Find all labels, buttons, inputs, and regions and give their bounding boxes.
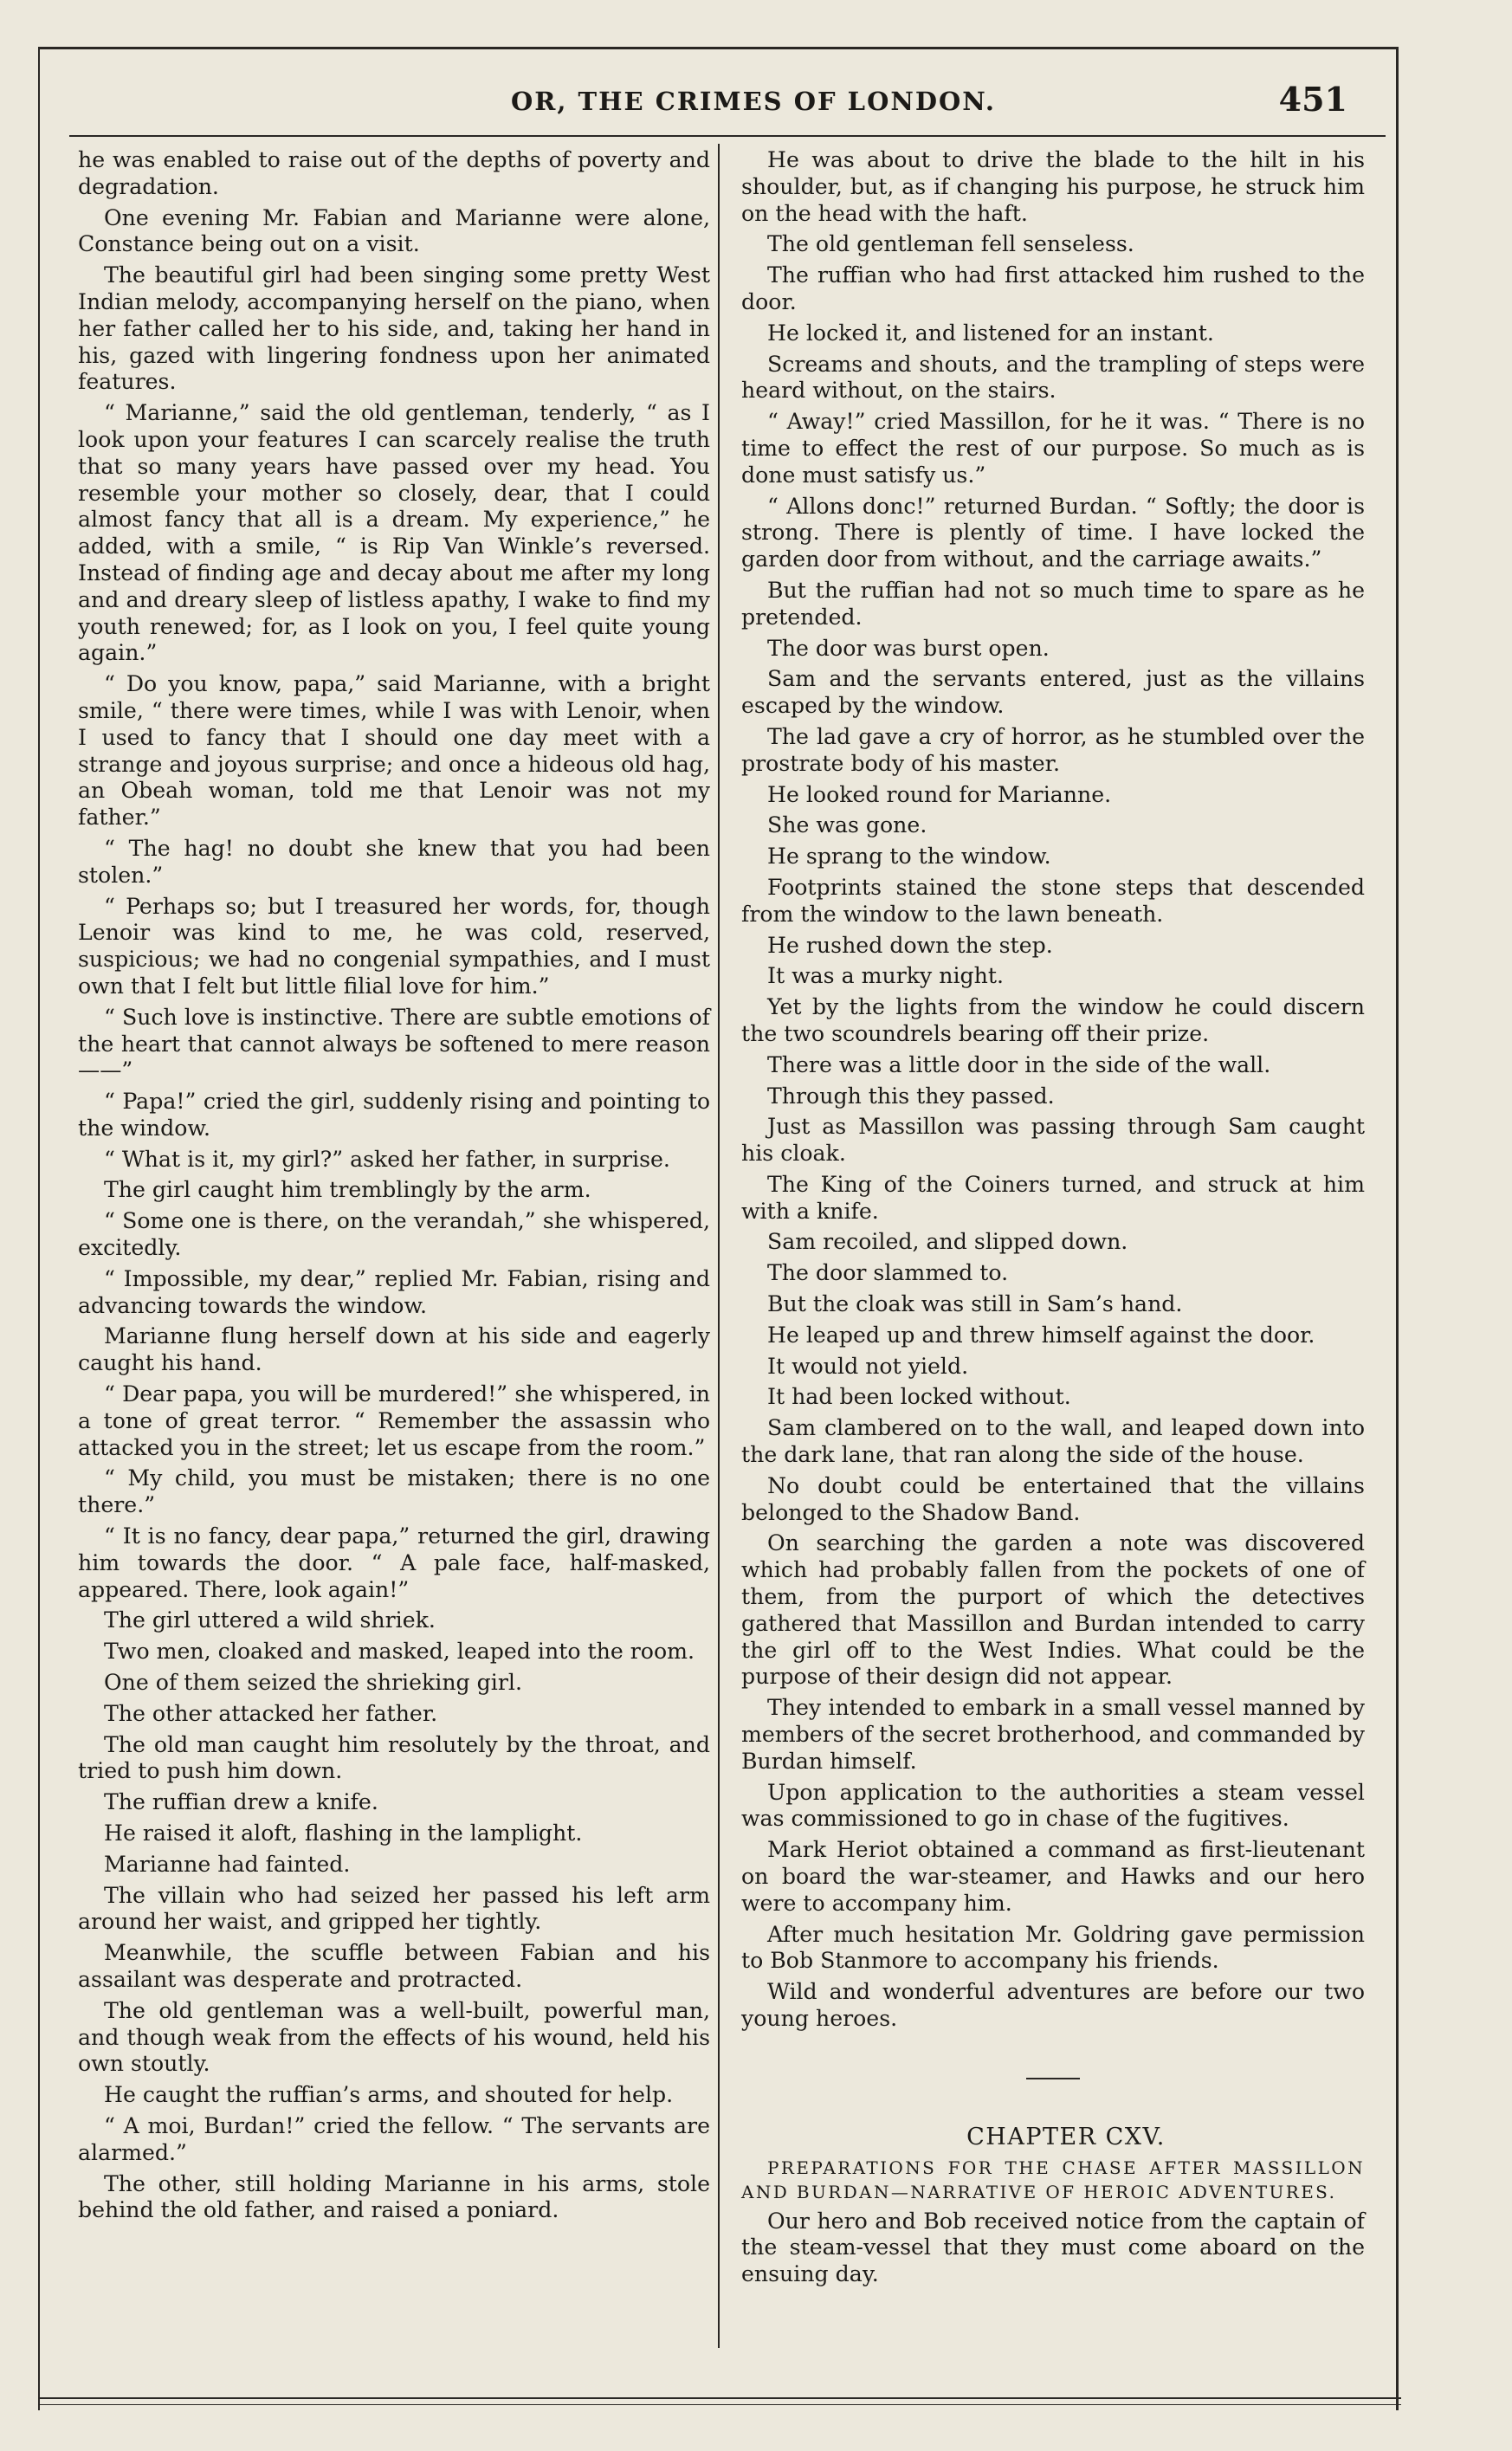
paragraph: “ My child, you must be mistaken; there is no one there.” <box>78 1465 710 1518</box>
paragraph: “ The hag! no doubt she knew that you had been stolen.” <box>78 835 710 888</box>
paragraph: The other, still holding Marianne in his arms, stole behind the old father, and raised a poniard. <box>78 2170 710 2223</box>
paragraph: Through this they passed. <box>767 1083 1055 1109</box>
header-rule <box>69 135 1386 137</box>
chapter-title: CHAPTER CXV. <box>966 2123 1166 2150</box>
paragraph: He raised it aloft, flashing in the lamplight. <box>104 1820 583 1846</box>
paragraph: There was a little door in the side of the wall. <box>767 1051 1271 1077</box>
paragraph: He leaped up and threw himself against the door. <box>767 1322 1315 1348</box>
page-header <box>69 71 1368 128</box>
paragraph: One evening Mr. Fabian and Marianne were alone, Constance being out on a visit. <box>78 204 710 257</box>
paragraph: He locked it, and listened for an instant. <box>767 320 1214 346</box>
chapter-summary: PREPARATIONS FOR THE CHASE AFTER MASSILLON AND BURDAN—NARRATIVE OF HEROIC ADVENTURES. <box>741 2157 1365 2202</box>
paragraph: Just as Massillon was passing through Sam caught his cloak. <box>741 1114 1365 1167</box>
column-divider <box>718 144 720 2348</box>
paragraph: On searching the garden a note was discovered which had probably fallen from the pockets of one of them, from the purport of which the detectives gathered that Massillon and Burdan intended to carry the girl off to the West Indies. What could be the purpose of their design did not appear. <box>741 1530 1365 1690</box>
paragraph: “ Papa!” cried the girl, suddenly rising and pointing to the window. <box>78 1089 710 1141</box>
paragraph: The lad gave a cry of horror, as he stumbled over the prostrate body of his master. <box>741 723 1365 776</box>
paragraph: The ruffian who had first attacked him rushed to the door. <box>741 262 1365 314</box>
paragraph: The beautiful girl had been singing some pretty West Indian melody, accompanying herself on the piano, when her father called her to his side, and, taking her hand in his, gazed with lingering fondness upon her animated features. <box>78 262 710 395</box>
paragraph: After much hesitation Mr. Goldring gave permission to Bob Stanmore to accompany his friends. <box>741 1921 1365 1974</box>
paragraph: Sam clambered on to the wall, and leaped down into the dark lane, that ran along the side of the house. <box>741 1415 1365 1468</box>
paragraph: One of them seized the shrieking girl. <box>104 1670 522 1696</box>
left-column <box>78 147 710 2228</box>
paragraph: But the ruffian had not so much time to spare as he pretended. <box>741 577 1365 630</box>
chapter-opening-paragraph: Our hero and Bob received notice from the captain of the steam-vessel that they must come aboard on the ensuing day. <box>741 2208 1365 2287</box>
paragraph: “ Do you know, papa,” said Marianne, with a bright smile, “ there were times, while I was with Lenoir, when I used to fancy that I should one day meet with a strange and joyous surprise; and once a hideous old hag, an Obeah woman, told me that Lenoir was not my father.” <box>78 671 710 831</box>
chapter-separator-rule <box>1026 2078 1080 2079</box>
paragraph: Marianne had fainted. <box>104 1851 351 1877</box>
bottom-rule <box>38 2397 1401 2399</box>
paragraph: he was enabled to raise out of the depths of poverty and degradation. <box>78 147 710 199</box>
paragraph: He was about to drive the blade to the hilt in his shoulder, but, as if changing his purpose, he struck him on the head with the haft. <box>741 147 1365 226</box>
paragraph: Sam recoiled, and slipped down. <box>767 1229 1128 1255</box>
paragraph: The old gentleman fell senseless. <box>767 231 1134 257</box>
paragraph: The old man caught him resolutely by the throat, and tried to push him down. <box>78 1731 710 1784</box>
paragraph: “ Such love is instinctive. There are subtle emotions of the heart that cannot always be softened to mere reason——” <box>78 1004 710 1083</box>
paragraph: Meanwhile, the scuffle between Fabian and his assailant was desperate and protracted. <box>78 1940 710 1992</box>
paragraph: “ Away!” cried Massillon, for he it was. “ There is no time to effect the rest of our purpose. So much as is done must satisfy us.” <box>741 409 1365 488</box>
paragraph: “ Some one is there, on the verandah,” she whispered, excitedly. <box>78 1208 710 1261</box>
paragraph: She was gone. <box>767 812 927 838</box>
right-column <box>741 147 1365 2293</box>
paragraph: The other attacked her father. <box>104 1700 438 1726</box>
paragraph: Yet by the lights from the window he could discern the two scoundrels bearing off their prize. <box>741 994 1365 1046</box>
paragraph: The door slammed to. <box>767 1260 1009 1286</box>
paragraph: The door was burst open. <box>767 635 1050 661</box>
paragraph: The old gentleman was a well-built, powerful man, and though weak from the effects of his wound, held his own stoutly. <box>78 1997 710 2077</box>
paragraph: He rushed down the step. <box>767 932 1053 958</box>
paragraph: “ Dear papa, you will be murdered!” she whispered, in a tone of great terror. “ Remember the assassin who attacked you in the street; let us escape from the room.” <box>78 1381 710 1460</box>
paragraph: Upon application to the authorities a steam vessel was commissioned to go in chase of the fugitives. <box>741 1779 1365 1832</box>
page-number: 451 <box>1278 80 1347 119</box>
paragraph: He looked round for Marianne. <box>767 781 1112 807</box>
paragraph: “ Perhaps so; but I treasured her words, for, though Lenoir was kind to me, he was cold, reserved, suspicious; we had no congenial sympathies, and I must own that I felt but little filial love for him.” <box>78 893 710 999</box>
paragraph: Wild and wonderful adventures are before our two young heroes. <box>741 1979 1365 2031</box>
paragraph: The ruffian drew a knife. <box>104 1789 378 1815</box>
paragraph: “ Marianne,” said the old gentleman, tenderly, “ as I look upon your features I can scarcely realise the truth that so many years have passed over my head. You resemble your mother so closely, dear, that I could almost fancy that all is a dream. My experience,” he added, with a smile, “ is Rip Van Winkle’s reversed. Instead of finding age and decay about me after my long and and dreary sleep of listless apathy, I wake to find my youth renewed; for, as I look on you, I feel quite young again.” <box>78 400 710 666</box>
paragraph: Footprints stained the stone steps that descended from the window to the lawn beneath. <box>741 874 1365 927</box>
paragraph: The villain who had seized her passed his left arm around her waist, and gripped her tightly. <box>78 1882 710 1935</box>
paragraph: He caught the ruffian’s arms, and shouted for help. <box>104 2082 674 2108</box>
paragraph: The King of the Coiners turned, and struck at him with a knife. <box>741 1171 1365 1224</box>
paragraph: It had been locked without. <box>767 1384 1071 1410</box>
paragraph: “ A moi, Burdan!” cried the fellow. “ The servants are alarmed.” <box>78 2112 710 2165</box>
paragraph: The girl caught him tremblingly by the arm. <box>104 1177 591 1203</box>
paragraph: Screams and shouts, and the trampling of steps were heard without, on the stairs. <box>741 351 1365 404</box>
paragraph: No doubt could be entertained that the villains belonged to the Shadow Band. <box>741 1472 1365 1525</box>
paragraph: Two men, cloaked and masked, leaped into the room. <box>104 1639 695 1665</box>
bottom-rule-thin <box>38 2404 1401 2405</box>
paragraph: He sprang to the window. <box>767 844 1051 870</box>
paragraph: But the cloak was still in Sam’s hand. <box>767 1291 1183 1317</box>
paragraph: Sam and the servants entered, just as the villains escaped by the window. <box>741 666 1365 719</box>
paragraph: Marianne flung herself down at his side and eagerly caught his hand. <box>78 1323 710 1376</box>
paragraph: They intended to embark in a small vessel manned by members of the secret brotherhood, and commanded by Burdan himself. <box>741 1695 1365 1774</box>
paragraph: “ It is no fancy, dear papa,” returned the girl, drawing him towards the door. “ A pale face, half-masked, appeared. There, look again!” <box>78 1523 710 1602</box>
paragraph: The girl uttered a wild shriek. <box>104 1607 436 1633</box>
running-title: OR, THE CRIMES OF LONDON. <box>511 87 996 116</box>
paragraph: It was a murky night. <box>767 963 1005 989</box>
paragraph: “ Allons donc!” returned Burdan. “ Softly; the door is strong. There is plently of time. I have locked the garden door from without, and the carriage awaits.” <box>741 493 1365 572</box>
paragraph: “ Impossible, my dear,” replied Mr. Fabian, rising and advancing towards the window. <box>78 1265 710 1318</box>
paragraph: Mark Heriot obtained a command as first-lieutenant on board the war-steamer, and Hawks and our hero were to accompany him. <box>741 1837 1365 1916</box>
paragraph: It would not yield. <box>767 1353 969 1379</box>
paragraph: “ What is it, my girl?” asked her father, in surprise. <box>104 1146 670 1172</box>
